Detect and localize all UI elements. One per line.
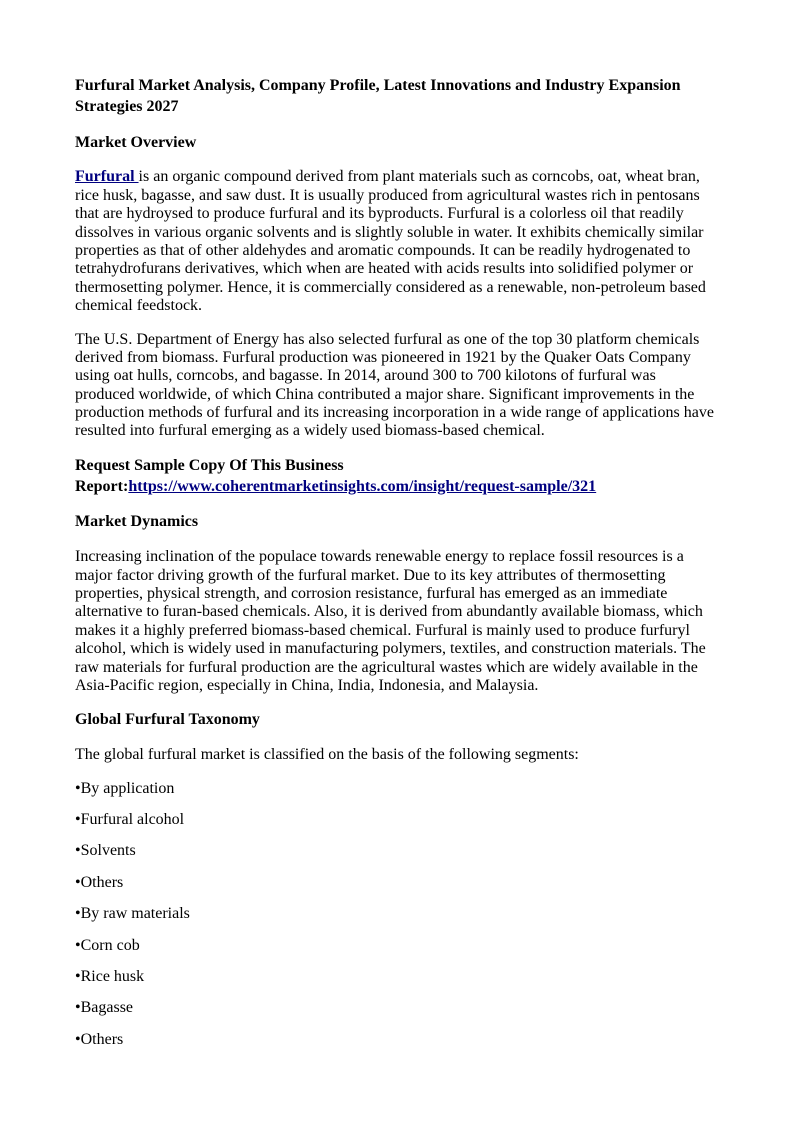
request-sample-line1: Request Sample Copy Of This Business — [75, 456, 344, 474]
segment-item-furfural-alcohol: •Furfural alcohol — [75, 810, 185, 828]
intro-paragraph — [75, 168, 719, 315]
taxonomy-intro: The global furfural market is classified on the basis of the following segments: — [75, 746, 579, 764]
request-sample-line2-prefix: Report: — [75, 477, 129, 495]
request-sample-link[interactable]: https://www.coherentmarketinsights.com/insight/request-sample/321 — [128, 477, 597, 495]
segment-item-others-application: •Others — [75, 873, 124, 891]
section-heading-market-dynamics: Market Dynamics — [75, 513, 199, 531]
segment-item-bagasse: •Bagasse — [75, 999, 134, 1017]
intro-paragraph-text: is an organic compound derived from plant materials such as corncobs, oat, wheat bran, rice husk, bagasse, and saw dust. It is usually produced from agricultural wastes rich in pentosans that are hydroysed to produce furfural and its byproducts. Furfural is a colorless oil that readily dissolves in various organic solvents and is slightly soluble in water. It exhibits chemically similar properties as that of other aldehydes and aromatic compounds. It can be readily hydrogenated to tetrahydrofurans derivatives, which when are heated with acids results into solidified polymer or thermosetting polymer. Hence, it is commercially considered as a renewable, non-petroleum based chemical feedstock. — [75, 168, 706, 315]
section-heading-market-overview: Market Overview — [75, 133, 197, 151]
doe-paragraph: The U.S. Department of Energy has also selected furfural as one of the top 30 platform chemicals derived from biomass. Furfural production was pioneered in 1921 by the Quaker Oats Company using oat hulls, corncobs, and bagasse. In 2014, around 300 to 700 kilotons of furfural was produced worldwide, of which China contributed a major share. Significant improvements in the production methods of furfural and its increasing incorporation in a wide range of applications have resulted into furfural emerging as a widely used biomass-based chemical. — [75, 330, 714, 440]
segment-item-solvents: •Solvents — [75, 842, 136, 860]
section-heading-taxonomy: Global Furfural Taxonomy — [75, 711, 260, 729]
segment-item-others-raw: •Others — [75, 1030, 124, 1048]
segment-item-by-raw-materials: •By raw materials — [75, 905, 190, 923]
segment-item-by-application: •By application — [75, 779, 175, 797]
segment-item-rice-husk: •Rice husk — [75, 967, 145, 985]
document-title: Furfural Market Analysis, Company Profile, Latest Innovations and Industry Expansion Strategies 2027 — [75, 77, 681, 115]
segment-item-corn-cob: •Corn cob — [75, 936, 140, 954]
market-dynamics-paragraph: Increasing inclination of the populace towards renewable energy to replace fossil resources is a major factor driving growth of the furfural market. Due to its key attributes of thermosetting properties, physical strength, and corrosion resistance, furfural has emerged as an immediate alternative to furan-based chemicals. Also, it is derived from abundantly available biomass, which makes it a highly preferred biomass-based chemical. Furfural is mainly used to produce furfuryl alcohol, which is widely used in manufacturing polymers, textiles, and construction materials. The raw materials for furfural production are the agricultural wastes which are widely available in the Asia-Pacific region, especially in China, India, Indonesia, and Malaysia. — [75, 548, 706, 694]
furfural-link[interactable]: Furfural — [75, 168, 139, 186]
request-sample-heading — [75, 456, 719, 498]
